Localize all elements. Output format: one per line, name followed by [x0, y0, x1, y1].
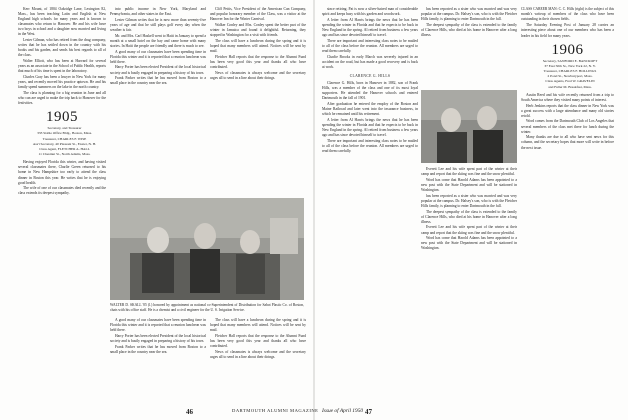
- secretary-line: Secretary, and Treasurer: [47, 126, 82, 131]
- paragraph: Mr. and Mrs. Carl Haskell went to Haiti in January to spend a month at a small hotel on the bay and came home with many stories. In Haiti the people are friendly and there is much to see.: [110, 33, 206, 48]
- paragraph: Harry Porter has been elected President of the local historical society and is busily engaged in preparing a history of his town.: [110, 65, 206, 75]
- paragraph: The wife of one of our classmates died recently and the class extends its deepest sympathy.: [18, 186, 106, 196]
- class-year-heading: 1906: [551, 41, 584, 58]
- paragraph: Frank Parker writes that he has moved from Boston to a small place in the country near the sea.: [110, 344, 206, 354]
- column-2: [110, 7, 206, 195]
- paragraph: Fletcher Hall reports that the response to the Alumni Fund has been very good this year and thanks all who have contributed.: [210, 54, 306, 69]
- paragraph: Word has come that Harold Adams has been appointed to a new post with the State Department and will be stationed in Washington.: [421, 177, 517, 192]
- column-5-top: [421, 7, 517, 87]
- paragraph: has been reported as a sister who was married and was very popular at the campus. Dr. Halsey's son, who is with the Fletcher Hills family, is planning to enter Dartmouth in the fall.: [421, 7, 517, 22]
- column-3-lower: [210, 318, 306, 406]
- col1-text-top: [18, 7, 106, 106]
- paragraph: News of classmates is always welcome and the secretary urges all to send in a line about their doings.: [210, 349, 306, 359]
- paragraph: Everett Lee and his wife spent part of the winter at their camp and report that the skiing was fine and the snow plentiful.: [421, 167, 517, 177]
- agent-address: and Fuller M. Breakfast, Mass.: [548, 84, 592, 89]
- paragraph: News of classmates is always welcome and the secretary urges all to send in a line about their doings.: [210, 70, 306, 80]
- paragraph: Word comes from the Dartmouth Club of Los Angeles that several members of the class met there for lunch during the winter.: [521, 119, 614, 134]
- class-year-heading: 1905: [46, 109, 78, 126]
- treasurer-line: Treasurer, CHARLES F. WISE: [42, 136, 87, 141]
- treasurer-line: Treasurer, CHARLES F. HOLLINGS: [543, 69, 597, 74]
- photo-image: [110, 198, 304, 300]
- column-5-bottom: [421, 167, 517, 406]
- paragraph: Having enjoyed Florida this winter, and having visited several classmates there, Charlie Green returned to his home in New Hampshire too early to attend the class dinner in Boston this year. He writes that he is enjoying good health.: [18, 160, 106, 185]
- office-staff-photo: [110, 198, 304, 300]
- paragraph: Kerr Mount, of 1804 Oakridge Lane, Lexington 82, Mass., has been teaching Latin and English at New England high schools for many years and is known to classmates who return to Hanover. He and his wife have two boys in school and a daughter now married and living in the West.: [18, 7, 106, 37]
- paragraph: The Saturday Evening Post of January 28 carries an interesting piece about one of our members who has been a leader in his field for many years.: [521, 23, 614, 38]
- secretary-address: 333 Stable Office Bldg., Boston, Mass.: [37, 131, 92, 136]
- paragraph: Austin Reed and his wife recently returned from a trip to South America where they visited many points of interest.: [521, 92, 614, 102]
- paragraph: Many thanks are due to all who have sent news for this column, and the secretary hopes that more will write in before the next issue.: [521, 135, 614, 150]
- paragraph: Charles Gray has been a lawyer in New York for many years, and recently moved his practice uptown. He and his family spend summers on the lake in the north country.: [18, 75, 106, 90]
- photo-caption: WALTER D. SKALL '05 (l.) honored by appointment as national co-Superintendent of Distribution for Sabot Plastic Co. of Boston, chats with his office staff. He is a chemist and a civil engineer for the U. S. Irrigation Service.: [110, 303, 304, 312]
- paragraph: There are important and interesting class notes to be mailed to all of the class before the reunion. All members are urged to read them carefully.: [322, 38, 418, 53]
- paragraph: A good many of our classmates have been spending time in Florida this winter and it is reported that a reunion luncheon was held there.: [110, 49, 206, 64]
- page-gutter: [313, 0, 315, 420]
- magazine-name: DARTMOUTH ALUMNI MAGAZINE: [232, 408, 319, 413]
- treasurer-address: 2 Pond St., Newburyport, Mass.: [547, 74, 593, 79]
- paragraph: The deepest sympathy of the class is extended to the family of Clarence Hills, who died at his home in Hanover after a long illness.: [421, 209, 517, 224]
- paragraph: Harry Porter has been elected President of the local historical society and is busily engaged in preparing a history of his town.: [110, 333, 206, 343]
- paragraph: A letter from Al Harris brings the news that he has been spending the winter in Florida and that he expects to be back in New England in the spring. Al retired from business a few years ago and has since devoted himself to travel.: [322, 117, 418, 138]
- photo-image: [421, 90, 517, 163]
- column-1: [18, 7, 106, 405]
- class-career-man-photo: [421, 90, 517, 163]
- paragraph: Charlie Brooks in early March was severely injured in an accident on the road, but has made a good recovery and is back at work.: [322, 54, 418, 69]
- paragraph: Lester Gilman writes that he is now more than seventy-five years of age and that he still plays golf every day when the weather is fair.: [110, 17, 206, 32]
- paragraph: The class will have a luncheon during the spring and it is hoped that many members will attend. Notices will be sent by mail.: [210, 38, 306, 53]
- paragraph: Word has come that Harold Adams has been appointed to a new post with the State Department and will be stationed in Washington.: [421, 236, 517, 251]
- obituary-subhead: CLARENCE G. HILLS: [349, 73, 391, 78]
- paragraph: After graduation he entered the employ of the Boston and Maine Railroad and later went into the insurance business, in which he remained until his retirement.: [322, 101, 418, 117]
- paragraph: Everett Lee and his wife spent part of the winter at their camp and report that the skiing was fine and the snow plentiful.: [421, 225, 517, 235]
- treasurer-address: Ass't Secretary, 40 Pleasant St., Exeter, N. H.: [32, 141, 97, 146]
- column-4: [322, 7, 418, 405]
- paragraph: There are important and interesting class notes to be mailed to all of the class before the reunion. All members are urged to read them carefully.: [322, 138, 418, 153]
- column-6: [521, 7, 614, 405]
- secretary-line: Secretary, SANFORD E. BANCROFT: [542, 58, 598, 63]
- paragraph: Fletcher Hall reports that the response to the Alumni Fund has been very good this year and thanks all who have contributed.: [210, 333, 306, 349]
- column-3: [210, 7, 306, 195]
- agent-line: Class Agent, FLETCHER A. HALL: [39, 146, 90, 151]
- paragraph: The class is planning for a big reunion in June and all who can are urged to make the trip back to Hanover for the festivities.: [18, 90, 106, 106]
- paragraph: has been reported as a sister who was married and was very popular at the campus. Dr. Halsey's son, who is with the Fletcher Hills family, is planning to enter Dartmouth in the fall.: [421, 193, 517, 208]
- paragraph: A good many of our classmates have been spending time in Florida this winter and it is reported that a reunion luncheon was held there.: [110, 318, 206, 333]
- paragraph: Frank Parker writes that he has moved from Boston to a small place in the country near the sea.: [110, 76, 206, 86]
- issue-line: Issue of April 1950: [322, 408, 364, 414]
- paragraph: The deepest sympathy of the class is extended to the family of Clarence Hills, who died at his home in Hanover after a long illness.: [421, 22, 517, 38]
- paragraph: The class will have a luncheon during the spring and it is hoped that many members will attend. Notices will be sent by mail.: [210, 318, 306, 333]
- paragraph: Herb Jenkins reports that the class dinner in New York was a great success with a large attendance and many old stories retold.: [521, 103, 614, 118]
- page-number-left: 46: [186, 408, 193, 416]
- agent-line: Class Agents, Fred W. GRAVELIN: [545, 79, 595, 84]
- paragraph: Lester Gilman, who has retired from the drug company, writes that he has settled down in the country with his books and his garden, and sends his best regards to all of the class.: [18, 38, 106, 58]
- column-2-lower: [110, 318, 206, 406]
- paragraph: Clarence G. Hills, born in Hanover in 1882, son of Frank Hills, was a member of the class and one of its most loyal supporters. He attended the Hanover schools and entered Dartmouth in the fall of 1901.: [322, 81, 418, 101]
- page-number-right: 47: [365, 408, 372, 416]
- paragraph: into public income in New York, Maryland and Pennsylvania, and other states in the East.: [110, 7, 206, 17]
- paragraph: since retiring. Pat is now a silver-haired man of considerable spirit and keeps busy with his garden and woodwork.: [322, 7, 418, 17]
- paragraph: Walker Conley and Mrs. Conley spent the better part of the winter in Jamaica and found it delightful. Returning, they stopped in Washington for a visit with friends.: [210, 22, 306, 38]
- career-man-caption: CLASS CAREER MAN: C. C. Hills (right) is the subject of this month's writeup of members of the class who have been outstanding in their chosen fields.: [521, 7, 614, 21]
- paragraph: A letter from Al Harris brings the news that he has been spending the winter in Florida and that he expects to be back in New England in the spring. Al retired from business a few years ago and has since devoted himself to travel.: [322, 17, 418, 38]
- secretary-address: 37 East 50th St., New York 22, N. Y.: [544, 63, 596, 68]
- paragraph: Cliff Pettis, Vice President of the American Can Company, and popular honorary member of the Class, was a visitor at the Hanover Inn for the Winter Carnival.: [210, 7, 306, 22]
- paragraph: Walter Elliott, who has been at Harvard for several years as an associate in the School of Public Health, reports that much of his time is spent in the laboratory.: [18, 59, 106, 74]
- agent-address: 11 Chestnut St., North Adams, Mass.: [38, 152, 91, 157]
